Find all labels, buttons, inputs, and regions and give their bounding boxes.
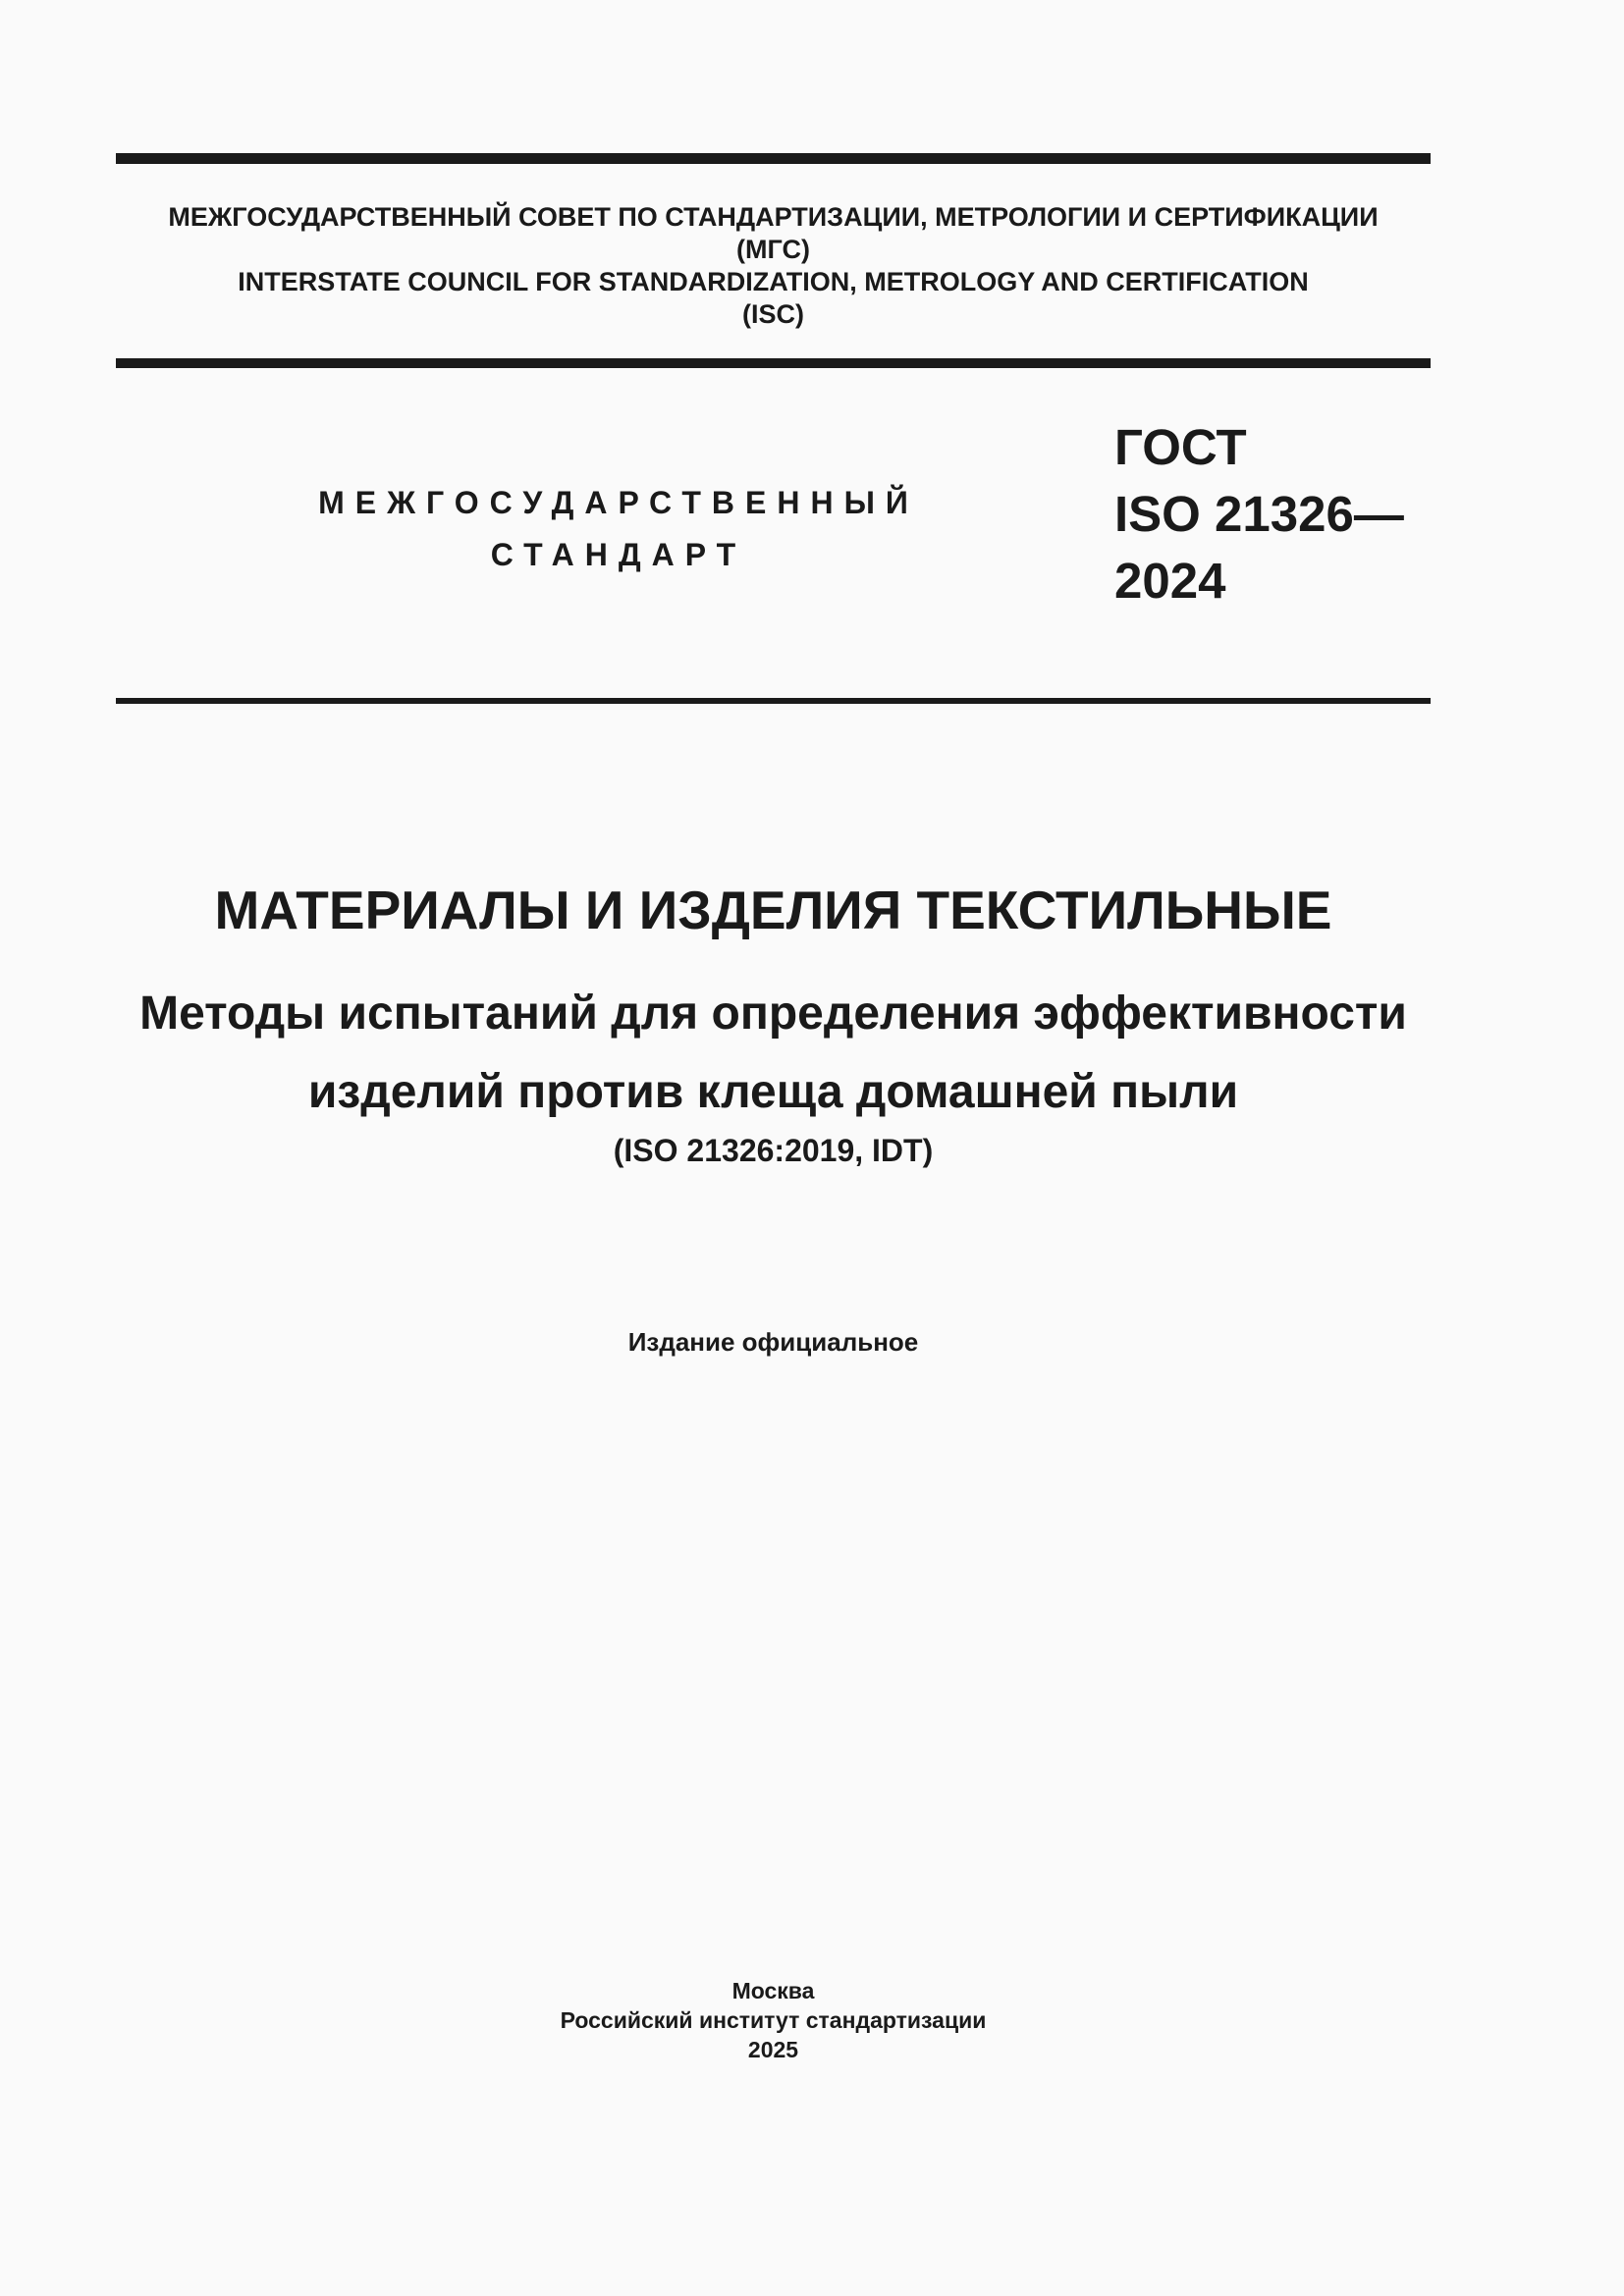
iso-reference: (ISO 21326:2019, IDT): [613, 1133, 934, 1168]
publisher-block: [116, 1976, 1431, 2064]
standard-designation: [1114, 414, 1404, 614]
designation-line1: ГОСТ: [1114, 419, 1247, 475]
publisher-organization: Российский институт стандартизации: [560, 2007, 987, 2033]
subtitle-line1: Методы испытаний для определения эффективности: [139, 988, 1407, 1040]
publisher-city: Москва: [731, 1978, 815, 2003]
designation-line2: ISO 21326—: [1114, 486, 1404, 542]
standard-type-line2: СТАНДАРТ: [490, 537, 747, 572]
subtitle-line2: изделий против клеща домашней пыли: [307, 1066, 1239, 1118]
standard-type-line1: МЕЖГОСУДАРСТВЕННЫЙ: [318, 485, 919, 520]
designation-line3: 2024: [1114, 553, 1226, 609]
bottom-divider: [116, 698, 1431, 704]
document-subtitle: [88, 975, 1458, 1132]
council-en-abbr: (ISC): [742, 299, 804, 329]
document-title: МАТЕРИАЛЫ И ИЗДЕЛИЯ ТЕКСТИЛЬНЫЕ: [214, 880, 1332, 940]
publisher-year: 2025: [747, 2037, 799, 2062]
council-en-name: INTERSTATE COUNCIL FOR STANDARDIZATION, METROLOGY AND CERTIFICATION: [238, 267, 1309, 296]
edition-label: Издание официальное: [627, 1327, 919, 1357]
standard-type: [295, 477, 943, 581]
council-header: [116, 201, 1431, 331]
council-ru-abbr: (МГС): [736, 235, 810, 264]
middle-divider: [116, 358, 1431, 368]
top-divider: [116, 153, 1431, 164]
council-ru-name: МЕЖГОСУДАРСТВЕННЫЙ СОВЕТ ПО СТАНДАРТИЗАЦИИ, МЕТРОЛОГИИ И СЕРТИФИКАЦИИ: [168, 202, 1379, 232]
